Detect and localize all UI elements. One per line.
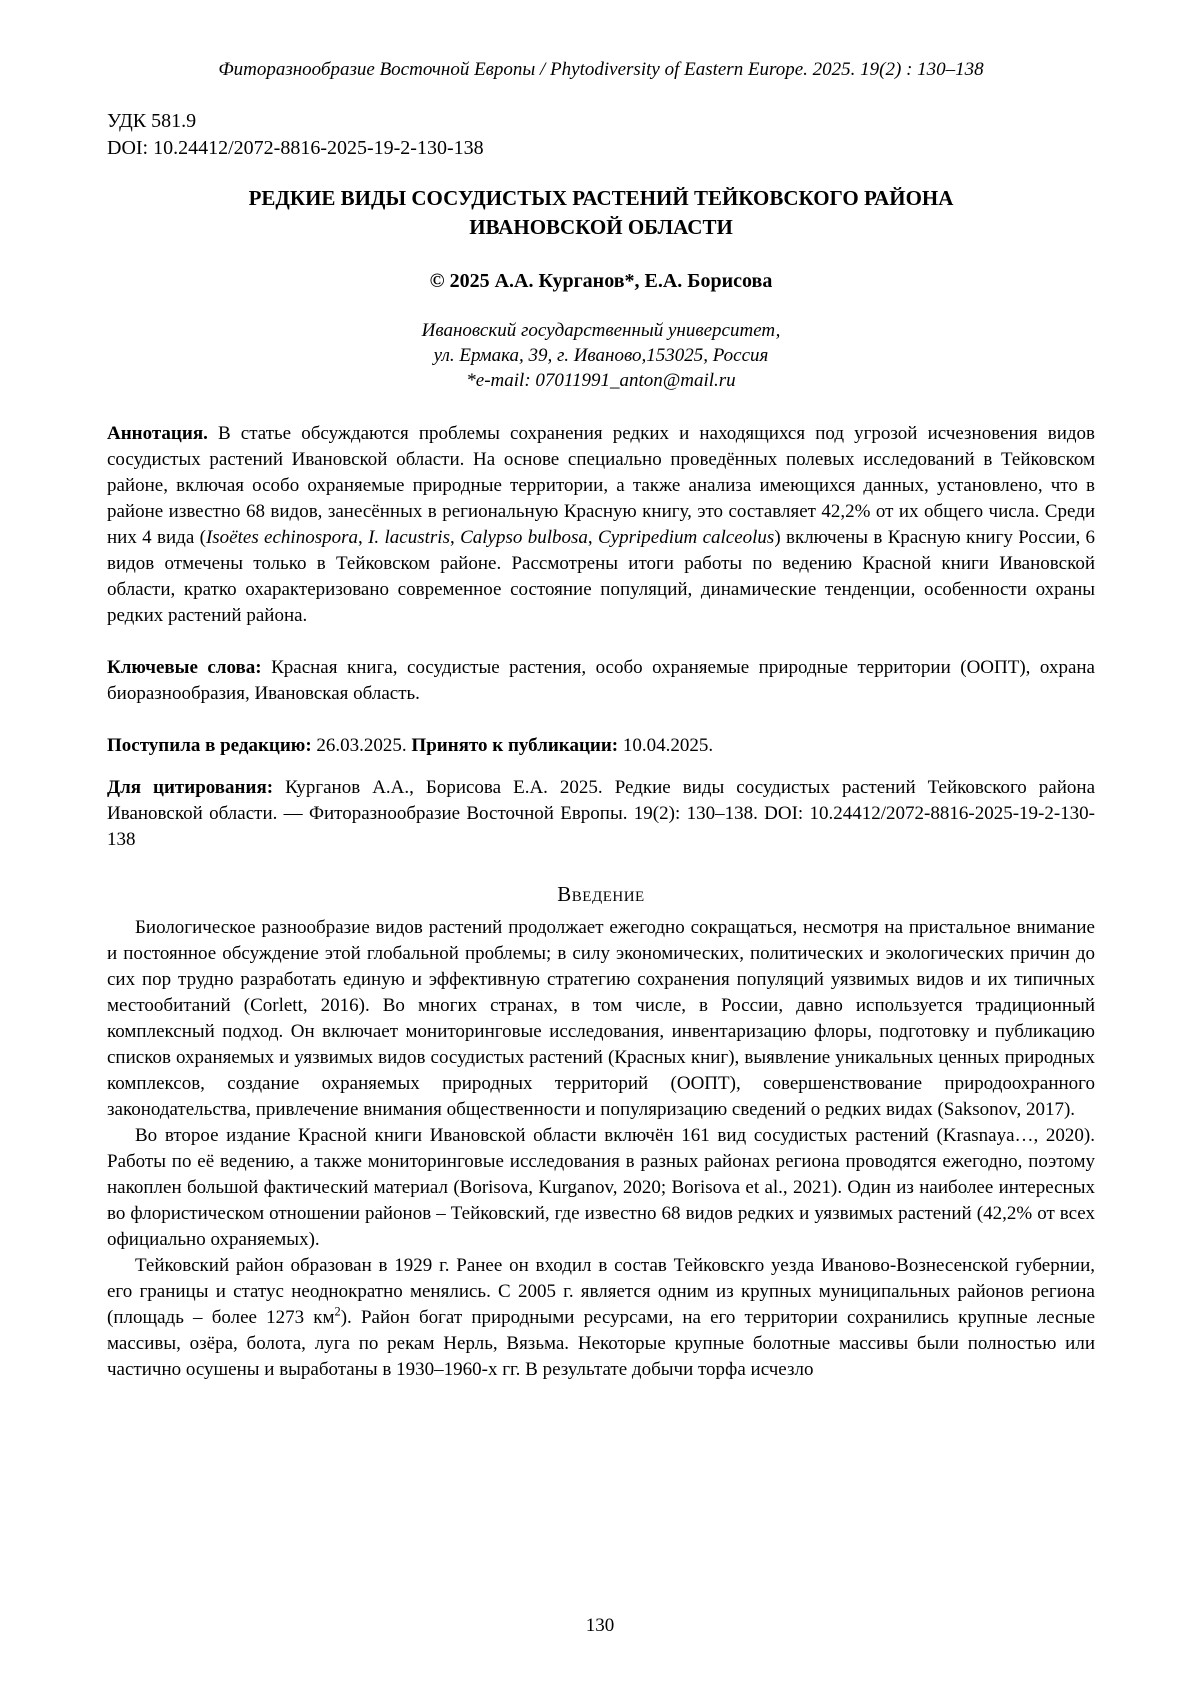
affiliation-line-2: ул. Ермака, 39, г. Иваново,153025, Россия (433, 345, 769, 366)
udc-doi-block (107, 108, 1095, 162)
intro-paragraph-1: Биологическое разнообразие видов растений продолжает ежегодно сокращаться, несмотря на пристальное внимание и постоянное обсуждение этой глобальной проблемы; в силу экономических, политических и экологических причин до сих пор трудно разработать единую и эффективную стратегию сохранения популяций уязвимых видов и их типичных местообитаний (Corlett, 2016). Во многих странах, в том числе, в России, давно используется традиционный комплексный подход. Он включает мониторинговые исследования, инвентаризацию флоры, подготовку и публикацию списков охраняемых и уязвимых видов сосудистых растений (Красных книг), выявление уникальных ценных природных комплексов, создание охраняемых природных территорий (ООПТ), совершенствование природоохранного законодательства, привлечение внимания общественности и популяризацию сведений о редких видах (Saksonov, 2017). (107, 917, 1095, 1120)
article-title-line-1: РЕДКИЕ ВИДЫ СОСУДИСТЫХ РАСТЕНИЙ ТЕЙКОВСКОГО РАЙОНА (248, 186, 954, 210)
affiliation-email: *e-mail: 07011991_anton@mail.ru (466, 370, 736, 391)
journal-header-line: Фиторазнообразие Восточной Европы / Phytodiversity of Eastern Europe. 2025. 19(2) : 130–138 (218, 59, 984, 80)
authors-line: © 2025 А.А. Курганов*, Е.А. Борисова (429, 270, 773, 292)
introduction-section (107, 915, 1095, 1383)
affiliation-block (107, 318, 1095, 393)
intro-paragraph-3: Тейковский район образован в 1929 г. Ранее он входил в состав Тейковскго уезда Иваново-Вознесенской губернии, его границы и статус неоднократно менялись. С 2005 г. является одним из крупных муниципальных районов региона (площадь – более 1273 $км^2$). Район богат природными ресурсами, на его территории сохранились крупные лесные массивы, озёра, болота, луга по рекам Нерль, Вязьма. Некоторые крупные болотные массивы были полностью или частично осушены и выработаны в 1930–1960-х гг. В результате добычи торфа исчезло (107, 1255, 1096, 1380)
keywords-paragraph: Ключевые слова: Красная книга, сосудистые растения, особо охраняемые природные территории (ООПТ), охрана биоразнообразия, Ивановская область. (107, 657, 1095, 704)
received-accepted-dates-line: Поступила в редакцию: 26.03.2025. Принято к публикации: 10.04.2025. (107, 735, 714, 756)
udc-line: УДК 581.9 (107, 110, 197, 132)
abstract-paragraph: Аннотация. В статье обсуждаются проблемы сохранения редких и находящихся под угрозой исчезновения видов сосудистых растений Ивановской области. На основе специально проведённых полевых исследований в Тейковском районе, включая особо охраняемые природные территории, а также анализа имеющихся данных, установлено, что в районе известно 68 видов, занесённых в региональную Красную книгу, это составляет 42,2% от их общего числа. Среди них 4 вида (Isoëtes echinospora, I. lacustris, Calypso bulbosa, Cypripedium calceolus) включены в Красную книгу России, 6 видов отмечены только в Тейковском районе. Рассмотрены итоги работы по ведению Красной книги Ивановской области, кратко охарактеризовано современное состояние популяций, динамические тенденции, особенности охраны редких растений района. (107, 423, 1096, 626)
article-title (107, 184, 1095, 242)
affiliation-line-1: Ивановский государственный университет, (421, 320, 781, 341)
doi-line: DOI: 10.24412/2072-8816-2025-19-2-130-138 (107, 137, 484, 159)
page-number: 130 (585, 1615, 615, 1636)
intro-paragraph-2: Во второе издание Красной книги Ивановской области включён 161 вид сосудистых растений (Krasnaya…, 2020). Работы по её ведению, а также мониторинговые исследования в разных районах региона проводятся ежегодно, поэтому накоплен большой фактический материал (Borisova, Kurganov, 2020; Borisova et al., 2021). Один из наиболее интересных во флористическом отношении районов – Тейковский, где известно 68 видов редких и уязвимых растений (42,2% от всех официально охраняемых). (107, 1125, 1095, 1250)
article-title-line-2: ИВАНОВСКОЙ ОБЛАСТИ (469, 215, 733, 239)
section-heading-introduction: Введение (557, 882, 645, 906)
citation-paragraph: Для цитирования: Курганов А.А., Борисова Е.А. 2025. Редкие виды сосудистых растений Тейковского района Ивановской области. — Фиторазнообразие Восточной Европы. 19(2): 130–138. DOI: 10.24412/2072-8816-2025-19-2-130-138 (107, 777, 1095, 850)
